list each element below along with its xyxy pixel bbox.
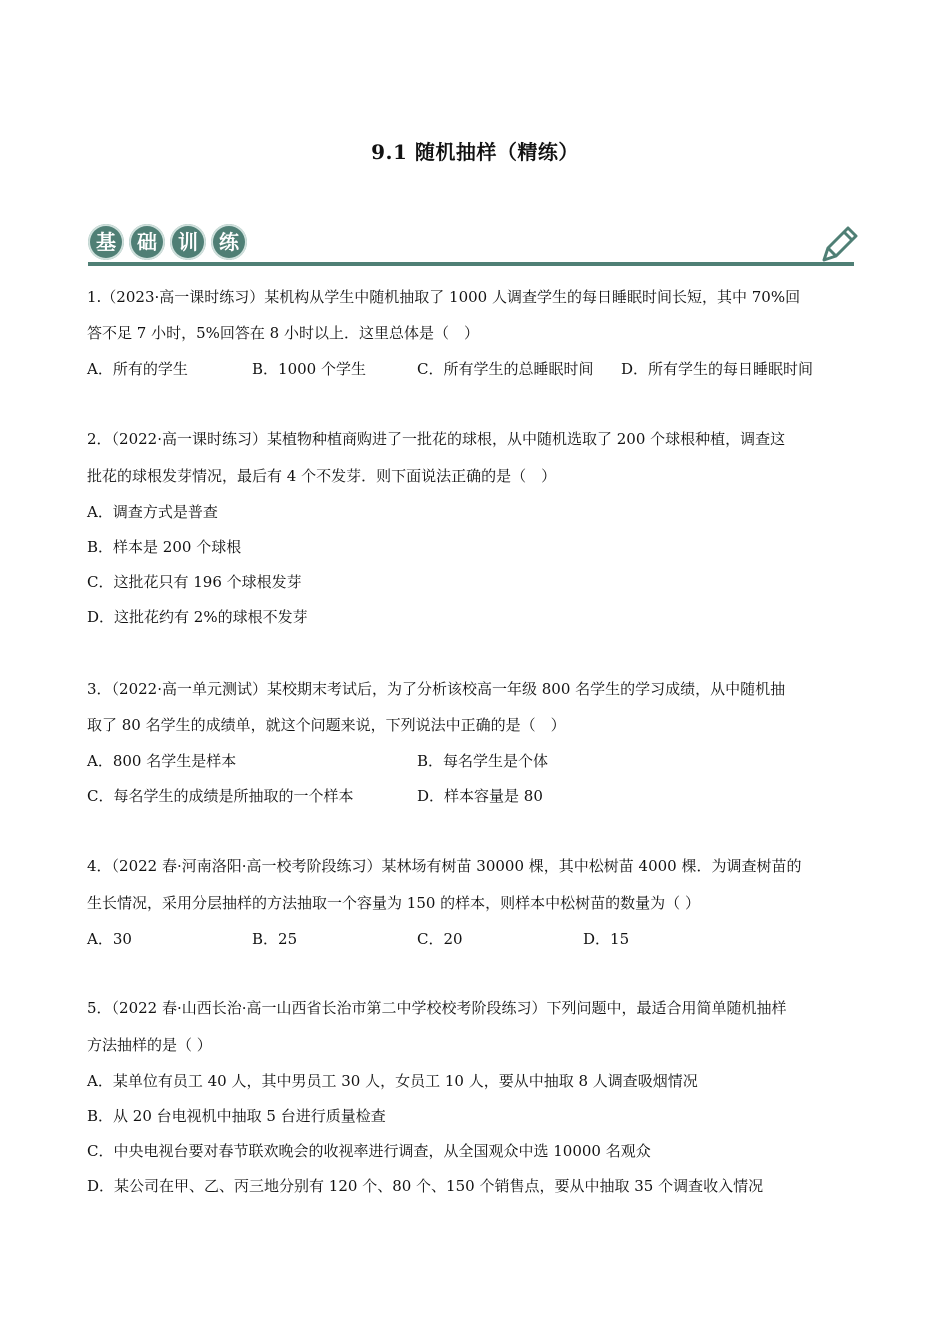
question-text: 4．（2022 春·河南洛阳·高一校考阶段练习）某林场有树苗 30000 棵，其中松树苗 4000 棵．为调查树苗的 bbox=[87, 857, 802, 875]
question-text: 2．（2022·高一课时练习）某植物种植商购进了一批花的球根，从中随机选取了 200 个球根种植，调查这 bbox=[87, 430, 786, 448]
option-c: C．中央电视台要对春节联欢晚会的收视率进行调查，从全国观众中选 10000 名观众 bbox=[87, 1142, 651, 1160]
option-b: B．每名学生是个体 bbox=[417, 752, 549, 770]
option-d: D．这批花约有 2%的球根不发芽 bbox=[87, 608, 308, 626]
option-d: D．15 bbox=[583, 930, 630, 948]
option-d: D．某公司在甲、乙、丙三地分别有 120 个、80 个、150 个销售点，要从中抽取 35 个调查收入情况 bbox=[87, 1177, 764, 1195]
page-title: 9.1 随机抽样（精练） bbox=[371, 140, 579, 164]
option-a: A．30 bbox=[87, 930, 132, 948]
question-text: 1.（2023·高一课时练习）某机构从学生中随机抽取了 1000 人调查学生的每日睡眠时间长短，其中 70%回 bbox=[87, 288, 801, 306]
option-c: C．20 bbox=[417, 930, 463, 948]
question-text: 生长情况，采用分层抽样的方法抽取一个容量为 150 的样本，则样本中松树苗的数量为（ ） bbox=[87, 894, 700, 912]
option-a: A．某单位有员工 40 人，其中男员工 30 人，女员工 10 人，要从中抽取 8 人调查吸烟情况 bbox=[87, 1072, 698, 1090]
option-b: B．从 20 台电视机中抽取 5 台进行质量检查 bbox=[87, 1107, 386, 1125]
section-char: 练 bbox=[211, 224, 247, 260]
question-text: 批花的球根发芽情况，最后有 4 个不发芽．则下面说法正确的是（ ） bbox=[87, 467, 557, 485]
option-d: D．样本容量是 80 bbox=[417, 787, 543, 805]
option-c: C．所有学生的总睡眠时间 bbox=[417, 360, 594, 378]
section-char: 训 bbox=[170, 224, 206, 260]
option-a: A．调查方式是普查 bbox=[87, 503, 218, 521]
section-char: 基 bbox=[88, 224, 124, 260]
question-text: 方法抽样的是（ ） bbox=[87, 1036, 212, 1054]
option-c: C．每名学生的成绩是所抽取的一个样本 bbox=[87, 787, 354, 805]
option-a: A．所有的学生 bbox=[87, 360, 188, 378]
option-b: B．1000 个学生 bbox=[252, 360, 366, 378]
pencil-icon bbox=[818, 222, 862, 266]
question-text: 取了 80 名学生的成绩单，就这个问题来说，下列说法中正确的是（ ） bbox=[87, 716, 566, 734]
option-c: C．这批花只有 196 个球根发芽 bbox=[87, 573, 302, 591]
question-text: 5．（2022 春·山西长治·高一山西省长治市第二中学校校考阶段练习）下列问题中，最适合用简单随机抽样 bbox=[87, 999, 787, 1017]
section-char: 础 bbox=[129, 224, 165, 260]
question-text: 答不足 7 小时，5%回答在 8 小时以上．这里总体是（ ） bbox=[87, 324, 479, 342]
question-text: 3．（2022·高一单元测试）某校期末考试后，为了分析该校高一年级 800 名学生的学习成绩，从中随机抽 bbox=[87, 680, 786, 698]
section-divider bbox=[88, 262, 854, 266]
option-b: B．样本是 200 个球根 bbox=[87, 538, 242, 556]
section-banner bbox=[88, 222, 862, 272]
option-a: A．800 名学生是样本 bbox=[87, 752, 237, 770]
option-d: D．所有学生的每日睡眠时间 bbox=[621, 360, 814, 378]
option-b: B．25 bbox=[252, 930, 298, 948]
